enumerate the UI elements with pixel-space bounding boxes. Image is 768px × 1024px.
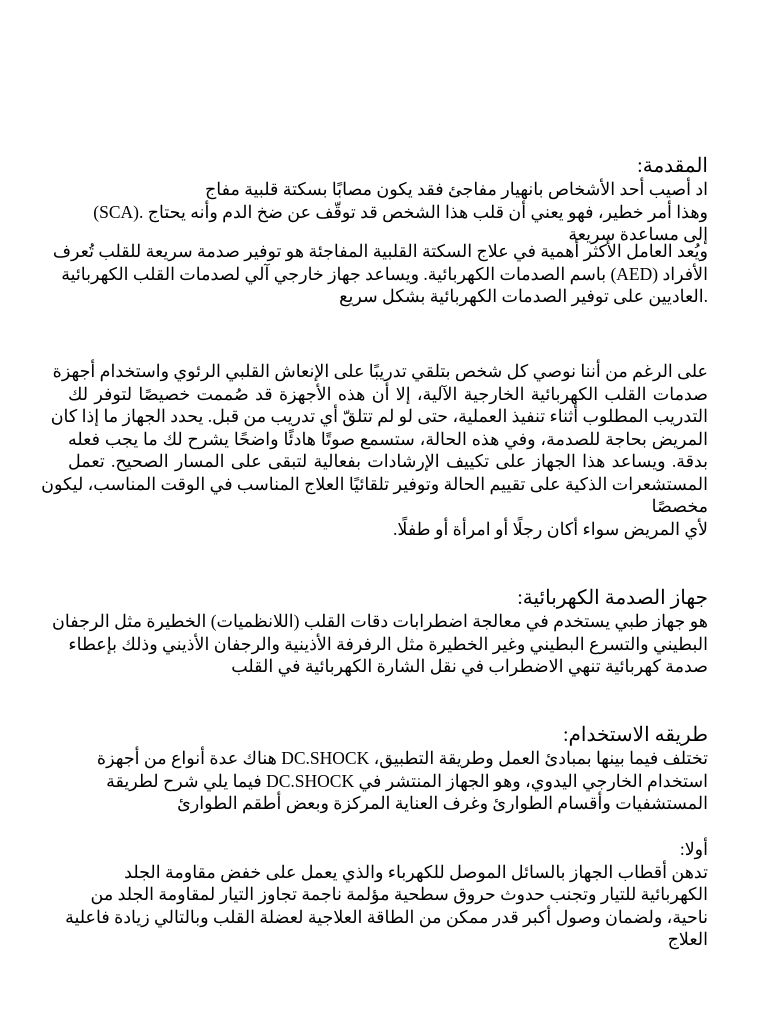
aed-line-1: ويُعد العامل الأكثر أهمية في علاج السكتة القلبية المفاجئة هو توفير صدمة سريعة للقلب تُعرف: [52, 241, 708, 261]
training-line-6: المستشعرات الذكية على تقييم الحالة وتوفير تلقائيًا العلاج المناسب في الوقت المناسب، ليكون: [41, 473, 708, 494]
device-line-3: صدمة كهربائية تنهي الاضطراب في نقل الشارة الكهربائية في القلب: [231, 656, 708, 676]
training-paragraph: [41, 360, 708, 540]
device-section: [52, 586, 708, 678]
first-step-line-2: الكهربائية للتيار وتجنب حدوث حروق سطحية مؤلمة ناجمة تجاوز التيار لمقاومة الجلد من: [90, 884, 708, 904]
first-step-section: [65, 838, 708, 951]
training-line-2: صدمات القلب الكهربائية الخارجية الآلية، إلا أن هذه الأجهزة قد صُممت خصيصًا لتوفر لك: [68, 383, 708, 404]
intro-line-3: إلى مساعدة سريعة: [568, 224, 708, 244]
aed-line-2: الأفراد (AED) باسم الصدمات الكهربائية. ويساعد جهاز خارجي آلي لصدمات القلب الكهربائية: [61, 263, 708, 284]
device-heading: جهاز الصدمة الكهربائية:: [517, 587, 708, 609]
training-line-1: على الرغم من أننا نوصي كل شخص بتلقي تدريبًا على الإنعاش القلبي الرئوي واستخدام أجهزة: [52, 361, 708, 381]
training-line-4: المريض بحاجة للصدمة، وفي هذه الحالة، ستسمع صوتًا هادئًا واضحًا يشرح لك ما يجب فعله: [68, 428, 708, 449]
first-step-line-1: تدهن أقطاب الجهاز بالسائل الموصل للكهرباء والذي يعمل على خفض مقاومة الجلد: [124, 861, 708, 882]
device-line-1: هو جهاز طبي يستخدم في معالجة اضطرابات دقات القلب (اللانظميات) الخطيرة مثل الرجفان: [52, 611, 708, 631]
intro-line-2: وهذا أمر خطير، فهو يعني أن قلب هذا الشخص قد توقّف عن ضخ الدم وأنه يحتاج .(SCA): [93, 201, 708, 222]
intro-heading: المقدمة:: [637, 155, 708, 177]
training-line-5: بدقة. ويساعد هذا الجهاز على تكييف الإرشادات بفعالية لتبقى على المسار الصحيح. تعمل: [68, 451, 708, 471]
intro-line-1: اد أصيب أحد الأشخاص بانهيار مفاجئ فقد يكون مصابًا بسكتة قلبية مفاج: [205, 179, 708, 199]
usage-line-2: استخدام الخارجي اليدوي، وهو الجهاز المنتشر في DC.SHOCK فيما يلي شرح لطريقة: [106, 770, 708, 791]
training-line-8: لأي المريض سواء أكان رجلًا أو امرأة أو طفلًا.: [393, 518, 708, 539]
usage-section: [68, 723, 708, 815]
aed-paragraph: [52, 240, 708, 308]
document-page: [41, 0, 708, 1024]
training-line-7: مخصصًا: [651, 496, 708, 516]
aed-line-3: .العاديين على توفير الصدمات الكهربائية بشكل سريع: [339, 286, 708, 306]
first-step-heading: أولا:: [679, 839, 708, 859]
device-line-2: البطيني والتسرع البطيني وغير الخطيرة مثل الرفرفة الأذينية والرجفان الأذيني وذلك بإعطاء: [68, 633, 708, 654]
training-line-3: التدريب المطلوب أثناء تنفيذ العملية، حتى لو لم تتلقّ أي تدريب من قبل. يحدد الجهاز ما إذا كان: [50, 406, 708, 426]
first-step-line-3: ناحية، ولضمان وصول أكبر قدر ممكن من الطاقة العلاجية لعضلة القلب وبالتالي زيادة فاعلية: [65, 906, 708, 927]
first-step-line-4: العلاج: [667, 929, 708, 949]
usage-line-1: تختلف فيما بينها بمبادئ العمل وطريقة التطبيق، DC.SHOCK هناك عدة أنواع من أجهزة: [96, 748, 708, 768]
intro-section: [68, 154, 708, 246]
usage-line-3: المستشفيات وأقسام الطوارئ وغرف العناية المركزة وبعض أطقم الطوارئ: [177, 793, 708, 813]
usage-heading: طريقه الاستخدام:: [562, 724, 708, 746]
